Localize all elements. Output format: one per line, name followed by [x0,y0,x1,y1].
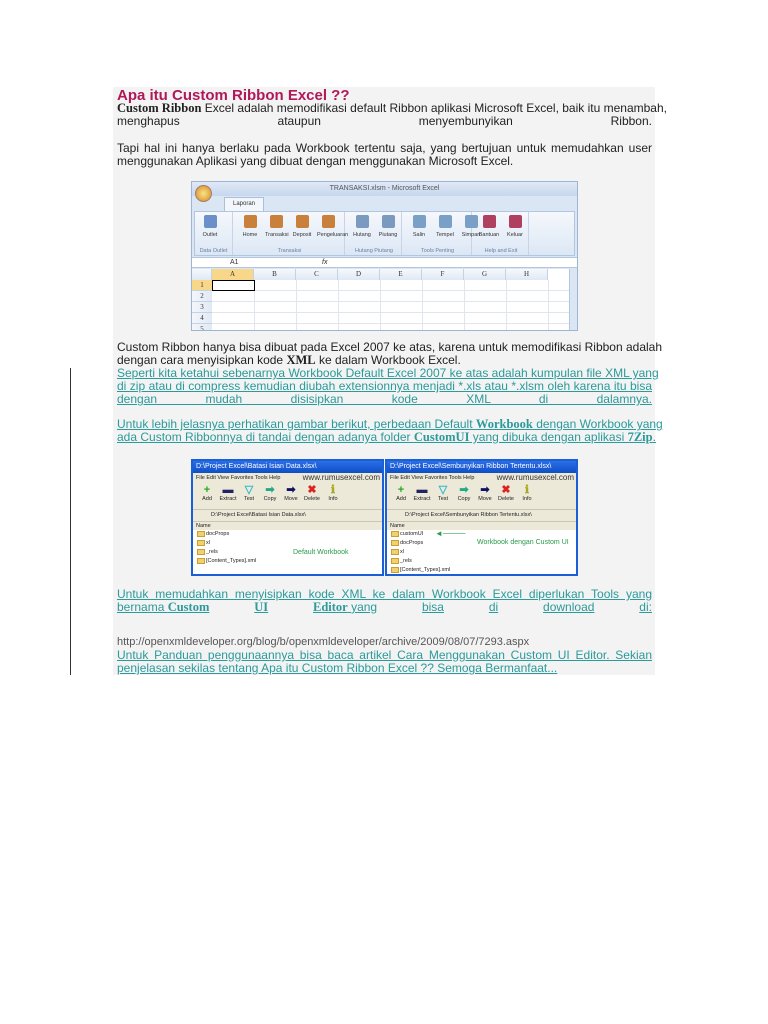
tool-label: Add [396,496,406,502]
office-button-icon [195,185,212,202]
file-name: [Content_Types].xml [206,558,257,564]
tool-test[interactable] [433,485,453,502]
menu-bar [193,473,382,483]
text: Custom Ribbon hanya bisa dibuat pada Excel 2007 ke atas, karena untuk memodifikasi Ribbon adalah [117,340,663,354]
file-item[interactable] [387,557,576,566]
folder-icon [391,540,399,546]
ribbon-button-deposit [291,215,313,238]
column-header: H [506,269,548,280]
toolbar [193,483,382,509]
paragraph-link-1[interactable] [117,366,659,406]
folder-icon [391,567,399,573]
ribbon-button-salin [408,215,430,238]
tool-extract[interactable] [218,485,238,502]
excel-title: TRANSAKSI.xlsm - Microsoft Excel [192,182,577,196]
grid-line [212,290,569,291]
7zip-window-custom [385,459,578,576]
spreadsheet-grid [192,269,569,330]
column-header: G [464,269,506,280]
button-label: Deposit [292,232,312,238]
ribbon-button-hutang [351,215,373,238]
ribbon-button-home [239,215,261,238]
ribbon-button-tempel [434,215,456,238]
article-title: Apa itu Custom Ribbon Excel ?? [117,87,350,104]
text: Seperti kita ketahui sebenarnya Workbook Default Excel 2007 ke atas adalah kumpulan file XML yang [117,366,659,380]
toolbar [387,483,576,509]
term: Editor [313,600,348,614]
text: ke dalam Workbook Excel. [315,353,461,367]
corner [192,269,212,280]
file-name: customUI [400,531,424,537]
button-label: Outlet [202,232,218,238]
tool-label: Test [243,496,255,502]
text: bernama [117,600,168,614]
test-icon: ▽ [244,484,254,496]
piutang-icon [382,215,395,228]
address-bar[interactable]: D:\Project Excel\Batasi Isian Data.xlsx\ [193,509,382,521]
grid-line [212,301,569,302]
paragraph-3 [117,340,663,367]
menu-items[interactable]: File Edit View Favorites Tools Help [390,475,475,481]
tool-info[interactable] [517,485,537,502]
folder-icon [391,558,399,564]
text: yang dibuka dengan aplikasi [469,430,628,444]
transaksi-icon [270,215,283,228]
column-header: A [212,269,254,280]
file-name: _rels [400,558,412,564]
paragraph-link-2[interactable] [117,417,663,444]
file-name: docProps [400,540,424,546]
test-icon: ▽ [438,484,448,496]
tool-move[interactable] [475,485,495,502]
folder-icon [197,549,205,555]
extract-icon: ▬ [416,484,428,496]
ribbon-button-pengeluaran [317,215,349,238]
term-custom-ribbon: Custom Ribbon [117,101,202,115]
text: . [652,430,656,444]
ribbon-button-transaksi [265,215,287,238]
tool-label: Move [284,496,298,502]
text: menggunakan Aplikasi yang dibuat dengan menggunakan Microsoft Excel. [117,154,514,168]
formula-bar [192,257,577,268]
file-item[interactable] [387,530,576,539]
column-header: B [254,269,296,280]
ribbon-button-bantuan [478,215,500,238]
folder-icon [197,558,205,564]
ribbon [194,211,575,256]
download-url[interactable]: http://openxmldeveloper.org/blog/b/openxmldeveloper/archive/2009/08/07/7293.aspx [117,636,530,648]
tool-test[interactable] [239,485,259,502]
column-header: C [296,269,338,280]
ribbon-tab: Laporan [224,197,264,211]
fx-icon: fx [322,259,328,266]
file-name: docProps [206,531,230,537]
move-icon: ➡ [480,484,490,496]
button-label: Transaksi [265,232,289,238]
tool-copy[interactable] [260,485,280,502]
term: 7Zip [627,430,653,444]
tool-delete[interactable] [496,485,516,502]
file-item[interactable] [193,557,382,566]
tool-label: Info [522,496,532,502]
ribbon-group [347,212,402,255]
term: UI [254,600,269,614]
text: dengan cara menyisipkan kode [117,353,287,367]
scrollbar [569,269,577,330]
tool-add[interactable] [391,485,411,502]
term: Custom [167,600,210,614]
tool-label: Move [478,496,492,502]
7zip-window-default [191,459,384,576]
file-name: _rels [206,549,218,555]
text: Tapi hal ini hanya berlaku pada Workbook tertentu saja, yang bertujuan untuk memudahkan user [117,141,652,155]
folder-icon [391,549,399,555]
tool-label: Extract [413,496,431,502]
outlet-icon [204,215,217,228]
folder-icon [391,531,399,537]
tool-label: Copy [263,496,277,502]
window-title: D:\Project Excel\Batasi Isian Data.xlsx\ [193,461,382,473]
text: Untuk memudahkan menyisipkan kode XML ke dalam Workbook Excel diperlukan Tools yang [117,587,652,601]
file-item[interactable] [193,539,382,548]
home-icon [244,215,257,228]
paragraph-link-4[interactable] [117,649,652,675]
ribbon-group [195,212,233,255]
tool-label: Test [437,496,449,502]
add-icon: + [203,484,211,496]
group-label: Help and Exit [484,248,518,254]
file-item[interactable] [193,530,382,539]
ribbon-button-keluar [504,215,526,238]
group-label: Transaksi [277,248,302,254]
button-label: Hutang [353,232,371,238]
bantuan-icon [483,215,496,228]
column-header: F [422,269,464,280]
row-header: 5 [192,324,212,331]
term-xml: XML [286,353,316,367]
menu-bar [387,473,576,483]
button-label: Keluar [507,232,523,238]
file-item[interactable] [387,548,576,557]
address-bar[interactable]: D:\Project Excel\Sembunyikan Ribbon Tertentu.xlsx\ [387,509,576,521]
salin-icon [413,215,426,228]
row-header: 3 [192,302,212,313]
tool-info[interactable] [323,485,343,502]
button-label: Piutang [378,232,398,238]
row-header: 1 [192,280,212,291]
tool-label: Delete [498,496,514,502]
name-column-header: Name [193,521,382,530]
tool-extract[interactable] [412,485,432,502]
row-header: 2 [192,291,212,302]
column-header: D [338,269,380,280]
delete-icon: ✖ [501,484,511,496]
group-label: Data Outlet [199,248,228,254]
copy-icon: ➡ [265,484,275,496]
tool-add[interactable] [197,485,217,502]
file-name: [Content_Types].xml [400,567,451,573]
tool-label: Delete [304,496,320,502]
excel-screenshot [191,181,578,331]
file-name: xl [400,549,404,555]
term: Workbook [475,417,533,431]
selected-cell-a1 [212,280,255,291]
deposit-icon [296,215,309,228]
row-header: 4 [192,313,212,324]
tool-label: Extract [219,496,237,502]
margin-line [70,368,71,675]
button-label: Pengeluaran [317,232,349,238]
tool-label: Info [328,496,338,502]
button-label: Home [242,232,258,238]
name-column-header: Name [387,521,576,530]
menu-items[interactable]: File Edit View Favorites Tools Help [196,475,281,481]
delete-icon: ✖ [307,484,317,496]
tool-label: Add [202,496,212,502]
button-label: Simpan [461,232,481,238]
text: download [543,600,595,614]
tool-copy[interactable] [454,485,474,502]
paragraph-link-3[interactable] [117,588,652,614]
button-label: Tempel [436,232,454,238]
file-item[interactable] [387,566,576,575]
text: yang [351,600,378,614]
tool-move[interactable] [281,485,301,502]
info-icon: ℹ [330,484,336,496]
text: Excel adalah memodifikasi default Ribbon aplikasi Microsoft Excel, baik itu menambah, [201,101,667,115]
group-label: Tools Penting [420,248,455,254]
file-item[interactable] [193,548,382,557]
group-label: Hutang Piutang [355,248,393,254]
paragraph-intro [117,101,667,128]
tempel-icon [439,215,452,228]
annotation: Workbook dengan Custom UI [477,539,569,546]
text: menghapus ataupun menyembunyikan Ribbon. [117,114,652,128]
file-name: xl [206,540,210,546]
green-arrow-icon: ◄──── [435,529,466,538]
button-label: Bantuan [478,232,500,238]
text: dengan Workbook yang [532,417,663,431]
keluar-icon [509,215,522,228]
ribbon-group [404,212,481,255]
info-icon: ℹ [524,484,530,496]
text: di zip atau di compress kemudian diubah extensionnya menjadi *.xls atau *.xlsm oleh karena itu bisa [117,379,652,393]
grid-line [212,323,569,324]
column-header: E [380,269,422,280]
add-icon: + [397,484,405,496]
extract-icon: ▬ [222,484,234,496]
move-icon: ➡ [286,484,296,496]
pengeluaran-icon [322,215,335,228]
ribbon-group [235,212,349,255]
text: di: [639,600,652,614]
ribbon-group [474,212,529,255]
term: CustomUI [413,430,470,444]
text: bisa [421,600,444,614]
annotation: Default Workbook [293,549,349,556]
hutang-icon [356,215,369,228]
ribbon-button-piutang [377,215,399,238]
text: penjelasan sekilas tentang Apa itu Custom Ribbon Excel ?? Semoga Bermanfaat... [117,661,558,675]
name-box: A1 [230,259,239,266]
folder-icon [197,540,205,546]
text: dengan mudah disisipkan kode XML di dalamnya. [117,392,652,406]
button-label: Salin [412,232,426,238]
tool-label: Copy [457,496,471,502]
folder-icon [197,531,205,537]
tool-delete[interactable] [302,485,322,502]
copy-icon: ➡ [459,484,469,496]
text: di [488,600,499,614]
text: Untuk lebih jelasnya perhatikan gambar berikut, perbedaan Default [117,417,476,431]
site-watermark: www.rumusexcel.com [302,473,380,482]
text: Untuk Panduan penggunaannya bisa baca artikel Cara Menggunakan Custom UI Editor. Sekian [117,648,652,662]
window-title: D:\Project Excel\Sembunyikan Ribbon Tertentu.xlsx\ [387,461,576,473]
paragraph-2 [117,142,652,168]
text: ada Custom Ribbonnya di tandai dengan adanya folder [117,430,414,444]
ribbon-button-outlet [199,215,221,238]
site-watermark: www.rumusexcel.com [496,473,574,482]
grid-line [212,312,569,313]
